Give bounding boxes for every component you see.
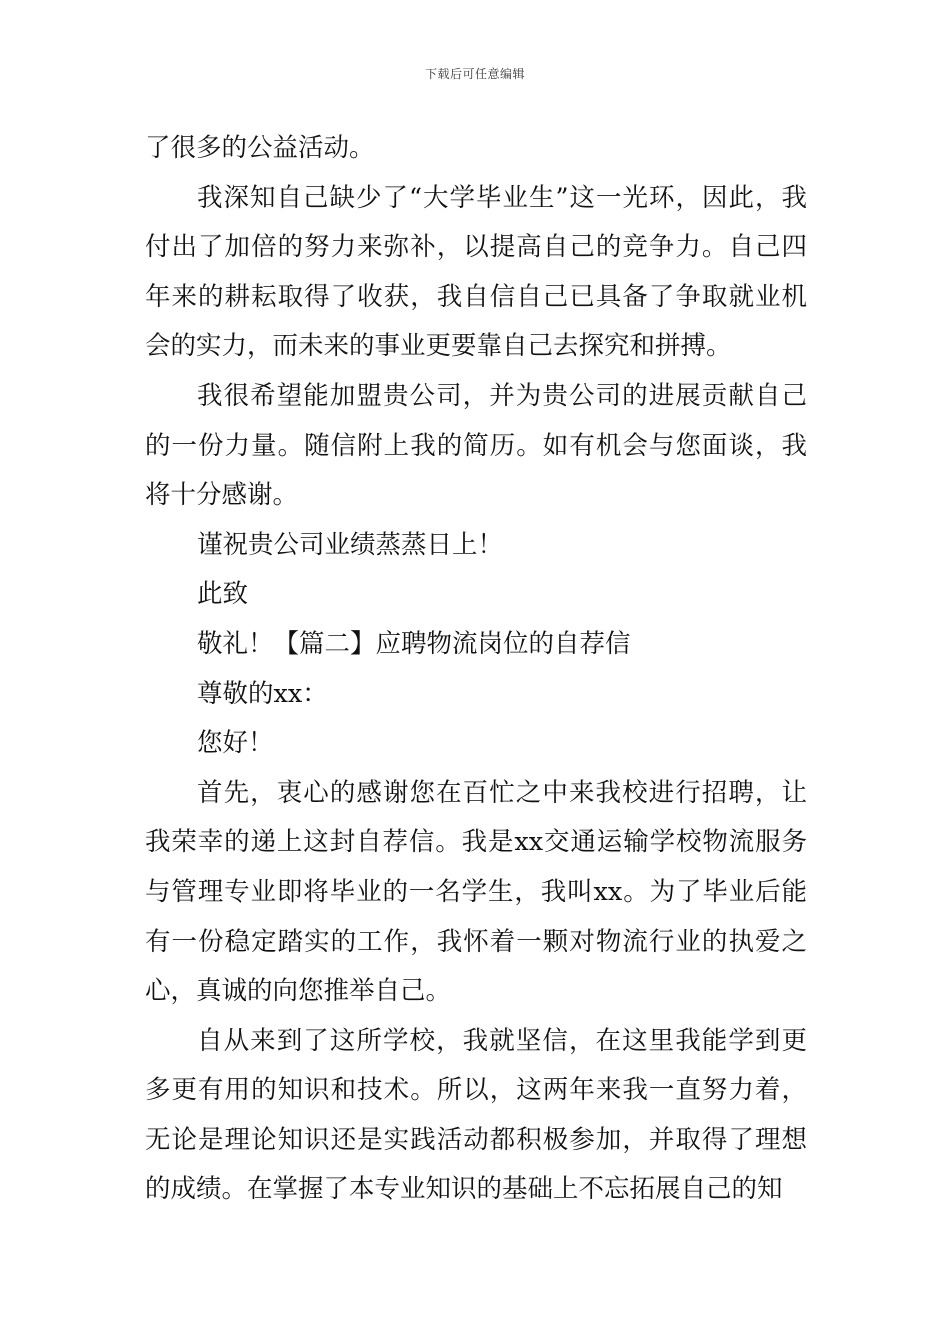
section-heading: 敬礼！【篇二】应聘物流岗位的自荐信 <box>197 628 631 659</box>
greeting-recipient: 尊敬的xx： <box>197 678 328 709</box>
paragraph: 我深知自己缺少了“大学毕业生”这一光环，因此，我付出了加倍的努力来弥补，以提高自己的竞争力。自己四年来的耕耘取得了收获，我自信自己已具备了争取就业机会的实力，而未来的事业更要靠自己去探究和拼搏。 <box>145 182 807 362</box>
paragraph: 自从来到了这所学校，我就坚信，在这里我能学到更多更有用的知识和技术。所以，这两年来我一直努力着，无论是理论知识还是实践活动都积极参加，并取得了理想的成绩。在掌握了本专业知识的基础上不忘拓展自己的知 <box>145 1025 807 1205</box>
page-header-note: 下载后可任意编辑 <box>424 67 525 81</box>
greeting: 您好！ <box>197 728 274 759</box>
paragraph: 了很多的公益活动。 <box>145 133 375 163</box>
salutation-closing: 此致 <box>197 579 249 610</box>
closing-wish: 谨祝贵公司业绩蒸蒸日上！ <box>197 529 504 560</box>
document-body <box>145 124 807 1215</box>
paragraph: 首先，衷心的感谢您在百忙之中来我校进行招聘，让我荣幸的递上这封自荐信。我是xx交通运输学校物流服务与管理专业即将毕业的一名学生，我叫xx。为了毕业后能有一份稳定踏实的工作，我怀着一颗对物流行业的执爱之心，真诚的向您推举自己。 <box>145 777 807 1007</box>
paragraph: 我很希望能加盟贵公司，并为贵公司的进展贡献自己的一份力量。随信附上我的简历。如有机会与您面谈，我将十分感谢。 <box>145 380 807 511</box>
